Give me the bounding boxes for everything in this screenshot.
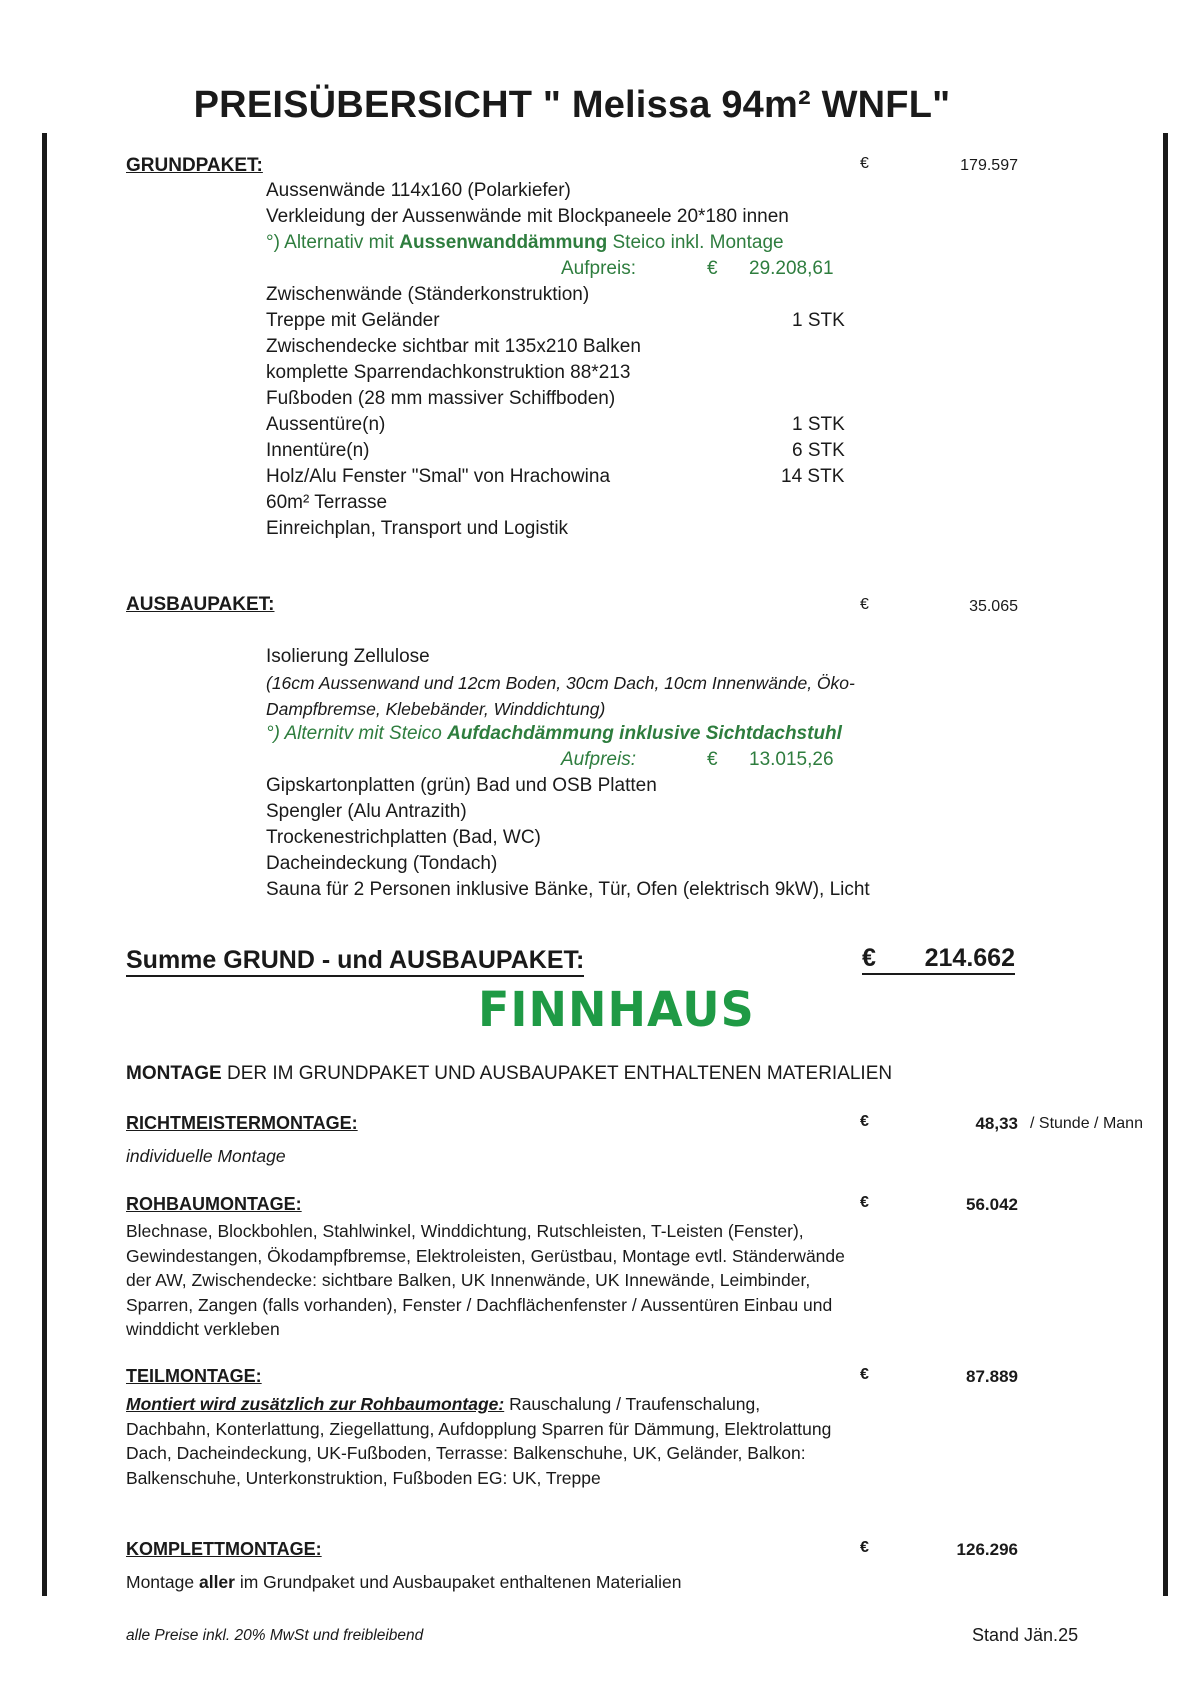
komplett-text (126, 1572, 682, 1593)
grundpaket-item: komplette Sparrendachkonstruktion 88*213 (266, 362, 631, 383)
footer-stand: Stand Jän.25 (972, 1625, 1079, 1645)
finnhaus-logo: FINNHAUS (478, 980, 755, 1038)
grundpaket-item: Holz/Alu Fenster "Smal" von Hrachowina (266, 466, 611, 487)
teil-price: 87.889 (966, 1367, 1018, 1386)
summe-label: Summe GRUND - und AUSBAUPAKET: (126, 946, 584, 977)
komplett-price: 126.296 (956, 1540, 1018, 1559)
grundpaket-item: Aussentüre(n) (266, 414, 386, 435)
richtmeister-note: individuelle Montage (126, 1146, 286, 1166)
rohbau-price: 56.042 (966, 1195, 1018, 1214)
rohbau-text: Blechnase, Blockbohlen, Stahlwinkel, Winddichtung, Rutschleisten, T-Leisten (Fenster), Gewindestangen, Ökodampfbremse, Elektroleisten, Gerüstbau, Montage evtl. Ständerwände der AW, Zwischendecke: sichtbare Balken, UK Innenwände, UK Innewände, Leimbinder, Sparren, Zangen (falls vorhanden), Fenster / Dachflächenfenster / Aussentüren Einbau und winddicht verkleben (126, 1221, 845, 1339)
ausbaupaket-aufpreis-currency: € (707, 749, 718, 770)
teil-lead: Montiert wird zusätzlich zur Rohbaumontage: (126, 1394, 505, 1414)
summe-amount (862, 944, 1015, 975)
alt-bold: Aussenwanddämmung (399, 232, 608, 253)
qty-aussentuer: 1 STK (792, 414, 845, 435)
montage-intro (126, 1063, 892, 1085)
ausbaupaket-alternative (266, 723, 842, 745)
grundpaket-aufpreis-value: 29.208,61 (749, 258, 834, 279)
grundpaket-item: Zwischenwände (Ständerkonstruktion) (266, 284, 590, 305)
komplett-heading: KOMPLETTMONTAGE: (126, 1539, 322, 1559)
ausbaupaket-item: Gipskartonplatten (grün) Bad und OSB Platten (266, 775, 657, 796)
ausbaupaket-currency: € (860, 596, 869, 613)
grundpaket-currency: € (860, 155, 869, 172)
montage-intro-rest: DER IM GRUNDPAKET UND AUSBAUPAKET ENTHALTENEN MATERIALIEN (221, 1063, 893, 1084)
richtmeister-currency: € (860, 1113, 869, 1130)
grundpaket-aufpreis-label: Aufpreis: (561, 258, 636, 279)
right-border (1163, 133, 1168, 1596)
montage-intro-bold: MONTAGE (126, 1063, 222, 1084)
qty-treppe: 1 STK (792, 310, 845, 331)
grundpaket-item: Innentüre(n) (266, 440, 370, 461)
ausbaupaket-item: Sauna für 2 Personen inklusive Bänke, Tür, Ofen (elektrisch 9kW), Licht (266, 879, 870, 900)
teil-currency: € (860, 1366, 869, 1383)
summe-currency: € (862, 944, 876, 972)
ausbaupaket-price: 35.065 (969, 598, 1018, 615)
grundpaket-item: 60m² Terrasse (266, 492, 388, 513)
ausbaupaket-item: Spengler (Alu Antrazith) (266, 801, 467, 822)
alt-prefix: °) Alternativ mit (266, 232, 400, 253)
grundpaket-item: Einreichplan, Transport und Logistik (266, 518, 569, 539)
qty-fenster: 14 STK (781, 466, 845, 487)
ausbaupaket-item: Isolierung Zellulose (266, 646, 430, 667)
komplett-currency: € (860, 1539, 869, 1556)
rohbau-heading: ROHBAUMONTAGE: (126, 1194, 302, 1214)
grundpaket-aufpreis-currency: € (707, 258, 718, 279)
grundpaket-alternative (266, 232, 784, 254)
ausbaupaket-aufpreis-label: Aufpreis: (561, 749, 636, 770)
page-title: PREISÜBERSICHT " Melissa 94m² WNFL" (193, 84, 951, 126)
footer-note: alle Preise inkl. 20% MwSt und freibleibend (126, 1627, 424, 1644)
grundpaket-heading: GRUNDPAKET: (126, 155, 263, 176)
grundpaket-item: Zwischendecke sichtbar mit 135x210 Balken (266, 336, 641, 357)
ausbaupaket-aufpreis-value: 13.015,26 (749, 749, 834, 770)
teil-heading: TEILMONTAGE: (126, 1366, 262, 1386)
richtmeister-unit: / Stunde / Mann (1030, 1115, 1143, 1132)
summe-value: 214.662 (924, 944, 1015, 972)
alt-suffix: Steico inkl. Montage (607, 232, 784, 253)
ausbaupaket-item: Dacheindeckung (Tondach) (266, 853, 498, 874)
grundpaket-item: Treppe mit Geländer (266, 310, 440, 331)
komplett-bold: aller (198, 1572, 235, 1592)
rohbau-currency: € (860, 1194, 869, 1211)
grundpaket-item: Verkleidung der Aussenwände mit Blockpaneele 20*180 innen (266, 206, 789, 227)
ausbaupaket-detail: (16cm Aussenwand und 12cm Boden, 30cm Dach, 10cm Innenwände, Öko- (266, 673, 855, 693)
left-border (42, 133, 47, 1596)
grundpaket-item: Fußboden (28 mm massiver Schiffboden) (266, 388, 616, 409)
ausbaupaket-detail: Dampfbremse, Klebebänder, Winddichtung) (266, 699, 606, 719)
ausbaupaket-item: Trockenestrichplatten (Bad, WC) (266, 827, 541, 848)
teil-text (126, 1392, 842, 1490)
komplett-post: im Grundpaket und Ausbaupaket enthaltenen Materialien (234, 1572, 682, 1592)
alt-prefix: °) Alternitv mit Steico (266, 723, 448, 744)
komplett-pre: Montage (126, 1572, 199, 1592)
grundpaket-price: 179.597 (960, 157, 1018, 174)
alt-bold: Aufdachdämmung inklusive Sichtdachstuhl (447, 723, 842, 744)
richtmeister-heading: RICHTMEISTERMONTAGE: (126, 1113, 358, 1133)
richtmeister-price: 48,33 (975, 1114, 1018, 1133)
ausbaupaket-heading: AUSBAUPAKET: (126, 594, 275, 615)
teil-body: Rauschalung / Traufenschalung, Dachbahn, Konterlattung, Ziegellattung, Aufdopplung Sparren für Dämmung, Elektrolattung Dach, Dacheindeckung, UK-Fußboden, Terrasse: Balkenschuhe, UK, Geländer, Balkon: Balkenschuhe, Unterkonstruktion, Fußboden EG: UK, Treppe (126, 1394, 832, 1488)
qty-innentuer: 6 STK (792, 440, 845, 461)
grundpaket-item: Aussenwände 114x160 (Polarkiefer) (266, 180, 571, 201)
